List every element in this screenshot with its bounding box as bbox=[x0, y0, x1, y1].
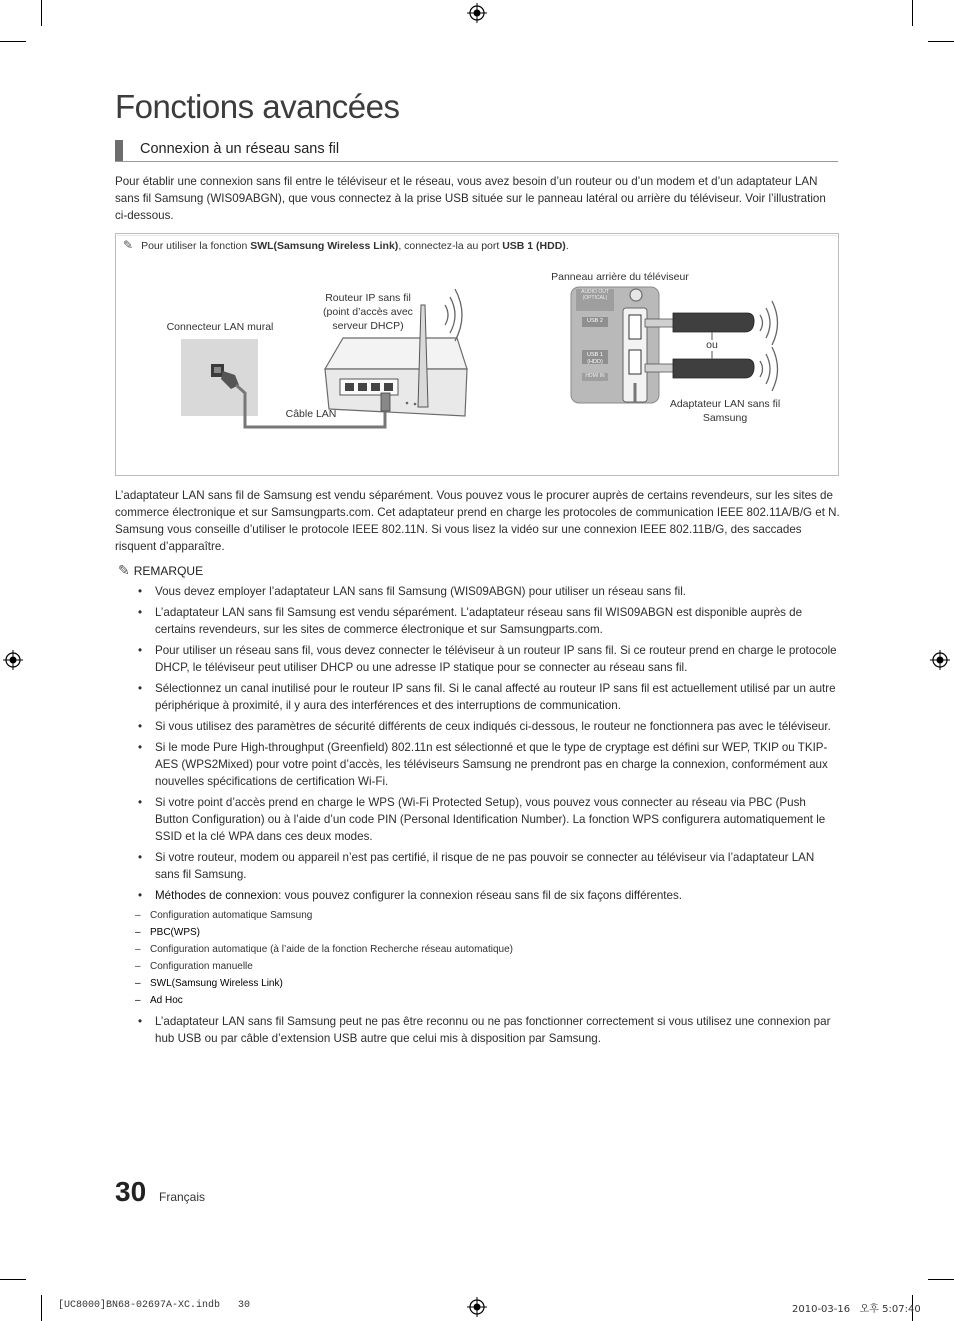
language-label: Français bbox=[159, 1190, 206, 1204]
tv-rear-panel bbox=[571, 287, 659, 403]
router-label: Routeur IP sans fil (point d’accès avec serveur DHCP) bbox=[323, 292, 413, 332]
crop-mark bbox=[0, 1279, 26, 1280]
section-divider bbox=[115, 161, 838, 162]
swl-term: SWL(Samsung Wireless Link) bbox=[250, 240, 399, 252]
list-item: • Si votre point d’accès prend en charge le WPS (Wi-Fi Protected Setup), vous pouvez vous connecter au réseau via PBC (Push Button Configuration) ou à l’aide d’un code PIN (Personal Identification Number). La fonction WPS configurera automatiquement le SSID et la clé WPA dans ces deux modes. bbox=[138, 796, 826, 843]
methods-list bbox=[135, 907, 840, 1009]
adapter-paragraph: L’adaptateur LAN sans fil de Samsung est vendu séparément. Vous pouvez vous le procurer auprès de certains revendeurs, sur les sites de commerce électronique et sur Samsungparts.com. Cet adaptateur prend en charge les protocoles de communication IEEE 802.11A/B/G et N. Samsung vous conseille d’utiliser le protocole IEEE 802.11N. Si vous lisez la vidéo sur une connexion IEEE 802.11B/G, des saccades risquent d’apparaître. bbox=[115, 489, 840, 553]
note-line: ✎ Pour utiliser la fonction SWL(Samsung Wireless Link), connectez-la au port USB 1 (HDD). bbox=[123, 238, 569, 252]
list-item: • Sélectionnez un canal inutilisé pour le routeur IP sans fil. Si le canal affecté au routeur IP sans fil est actuellement utilisé par un autre périphérique à proximité, il y aura des interférences et des interruptions de communication. bbox=[138, 682, 836, 712]
crop-mark bbox=[912, 0, 913, 26]
list-item: • Pour utiliser un réseau sans fil, vous devez connecter le téléviseur à un routeur IP sans fil. Si ce routeur prend en charge le protocole DHCP, le téléviseur peut utiliser DHCP ou une adresse IP statique pour se connecter au réseau sans fil. bbox=[138, 644, 837, 674]
list-item: • Si le mode Pure High-throughput (Greenfield) 802.11n est sélectionné et que le type de cryptage est défini sur WEP, TKIP ou TKIP-AES (WPS2Mixed) pour votre point d’accès, les téléviseurs Samsung ne prendront pas en charge la connexion, conformément aux nouvelles spécifications de certification Wi-Fi. bbox=[138, 741, 828, 788]
crop-mark bbox=[928, 41, 954, 42]
wireless-lan-adapter bbox=[645, 313, 754, 378]
list-item: • Vous devez employer l’adaptateur LAN sans fil Samsung (WIS09ABGN) pour utiliser un réseau sans fil. bbox=[138, 585, 686, 598]
method-item: – Configuration automatique (à l’aide de la fonction Recherche réseau automatique) bbox=[135, 944, 514, 955]
adapter-label: Adaptateur LAN sans fil Samsung bbox=[669, 398, 781, 424]
port-usb2-label: USB 2 bbox=[587, 318, 603, 324]
section-marker bbox=[115, 140, 123, 161]
crop-mark bbox=[928, 1279, 954, 1280]
method-item: – PBC(WPS) bbox=[135, 927, 200, 938]
method-item: – Ad Hoc bbox=[135, 995, 183, 1006]
cable-label: Câble LAN bbox=[285, 408, 337, 420]
or-label: ou bbox=[706, 339, 718, 351]
adapter-wifi-waves-icon bbox=[760, 301, 778, 391]
port-usb1-label: USB 1 (HDD) bbox=[587, 352, 603, 365]
list-item: • L’adaptateur LAN sans fil Samsung peut ne pas être reconnu ou ne pas fonctionner correctement si vous utilisez une connexion par hub USB ou par câble d’extension USB autre que celui mis à disposition par Samsung. bbox=[138, 1015, 831, 1045]
remarque-heading: ✎ REMARQUE bbox=[118, 562, 204, 578]
intro-paragraph: Pour établir une connexion sans fil entre le téléviseur et le réseau, vous avez besoin d’un routeur ou d’un modem et d’un adaptateur LAN sans fil Samsung (WIS09ABGN), que vous connectez à la prise USB située sur le panneau latéral ou arrière du téléviseur. Voir l’illustration ci-dessous. bbox=[115, 175, 826, 222]
method-item: – Configuration manuelle bbox=[135, 961, 253, 972]
registration-mark-icon bbox=[930, 650, 950, 670]
list-item: • Si vous utilisez des paramètres de sécurité différents de ceux indiqués ci-dessous, le routeur ne fonctionnera pas avec le téléviseur. bbox=[138, 720, 831, 733]
crop-mark bbox=[41, 1295, 42, 1321]
method-item: – Configuration automatique Samsung bbox=[135, 910, 313, 921]
list-item: • Méthodes de connexion: vous pouvez configurer la connexion réseau sans fil de six façons différentes. – Configuration automatique Samsung – PBC(WPS) – Configuration automatique (à l’aide de la fonction Recherche réseau automatique) – Configuration manuelle – SWL(Samsung Wireless Link) – Ad Hoc bbox=[135, 887, 840, 1009]
remarque-list bbox=[135, 583, 840, 1051]
print-timestamp: 2010-03-16 오후 5:07:40 bbox=[792, 1304, 921, 1315]
page-number: 30 bbox=[115, 1176, 147, 1207]
registration-mark-icon bbox=[467, 3, 487, 23]
crop-mark bbox=[41, 0, 42, 26]
router-wifi-waves-icon bbox=[445, 289, 462, 341]
list-item: • Si votre routeur, modem ou appareil n’est pas certifié, il risque de ne pas pouvoir se connecter au téléviseur via l’adaptateur LAN sans fil Samsung. bbox=[138, 851, 815, 881]
method-item: – SWL(Samsung Wireless Link) bbox=[135, 978, 283, 989]
registration-mark-icon bbox=[3, 650, 23, 670]
pencil-icon: ✎ bbox=[118, 562, 130, 578]
crop-mark bbox=[0, 41, 26, 42]
wall-connector-label: Connecteur LAN mural bbox=[166, 321, 274, 333]
network-diagram bbox=[115, 233, 837, 474]
section-title: Connexion à un réseau sans fil bbox=[140, 141, 340, 157]
port-audio-label: AUDIO OUT (OPTICAL) bbox=[581, 289, 609, 301]
pencil-icon: ✎ bbox=[123, 238, 134, 252]
methods-term: Méthodes de connexion bbox=[155, 889, 279, 902]
registration-mark-icon bbox=[467, 1297, 487, 1317]
page-title: Fonctions avancées bbox=[115, 88, 400, 125]
list-item: • L’adaptateur LAN sans fil Samsung est vendu séparément. L’adaptateur réseau sans fil WIS09ABGN est disponible auprès de certains revendeurs, sur les sites de commerce électronique et sur Samsungparts.com. bbox=[138, 606, 803, 636]
usb1-term: USB 1 (HDD) bbox=[502, 240, 566, 252]
rear-panel-label: Panneau arrière du téléviseur bbox=[551, 271, 689, 283]
port-hdmi-label: HDMI IN bbox=[585, 373, 605, 379]
print-file-info: [UC8000]BN68-02697A-XC.indb 30 bbox=[58, 1300, 251, 1311]
